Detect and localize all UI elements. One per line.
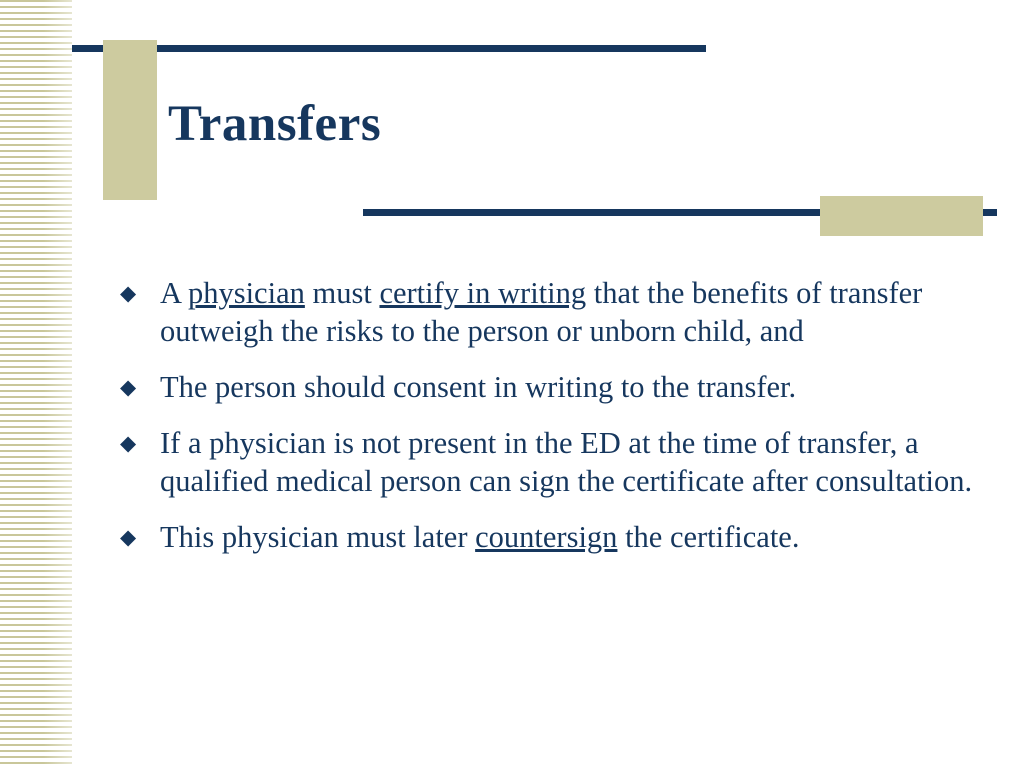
text-segment: The person should consent in writing to the transfer. bbox=[160, 370, 797, 404]
text-segment: the certificate. bbox=[617, 520, 800, 554]
title-accent-block-right bbox=[820, 196, 983, 236]
bullet-list bbox=[120, 274, 990, 556]
list-item-text bbox=[160, 368, 990, 406]
list-item-text bbox=[160, 274, 990, 350]
text-segment: This physician must later bbox=[160, 520, 476, 554]
bullet-marker-icon: ◆ bbox=[120, 281, 137, 305]
page-title: Transfers bbox=[168, 96, 382, 152]
bullet-marker-icon: ◆ bbox=[120, 525, 137, 549]
list-item bbox=[120, 424, 990, 500]
list-item bbox=[120, 368, 990, 406]
text-segment: If a physician is not present in the ED at the time of transfer, a qualified medical person can sign the certificate after consultation. bbox=[160, 426, 973, 498]
decorative-stripe-band bbox=[0, 0, 72, 768]
emphasis-underline: physician bbox=[187, 276, 305, 310]
emphasis-underline: certify in writing bbox=[379, 276, 587, 310]
text-segment: A bbox=[160, 276, 188, 310]
title-accent-block bbox=[103, 40, 157, 200]
bullet-marker-icon: ◆ bbox=[120, 375, 137, 399]
list-item-text bbox=[160, 518, 990, 556]
list-item-text bbox=[160, 424, 990, 500]
list-item bbox=[120, 274, 990, 350]
emphasis-underline: countersign bbox=[475, 520, 618, 554]
title-rule-top bbox=[72, 45, 706, 52]
list-item bbox=[120, 518, 990, 556]
text-segment: must bbox=[304, 276, 380, 310]
text-segment: that the benefits of transfer outweigh the risks to the person or unborn child, and bbox=[160, 276, 923, 348]
bullet-marker-icon: ◆ bbox=[120, 431, 137, 455]
